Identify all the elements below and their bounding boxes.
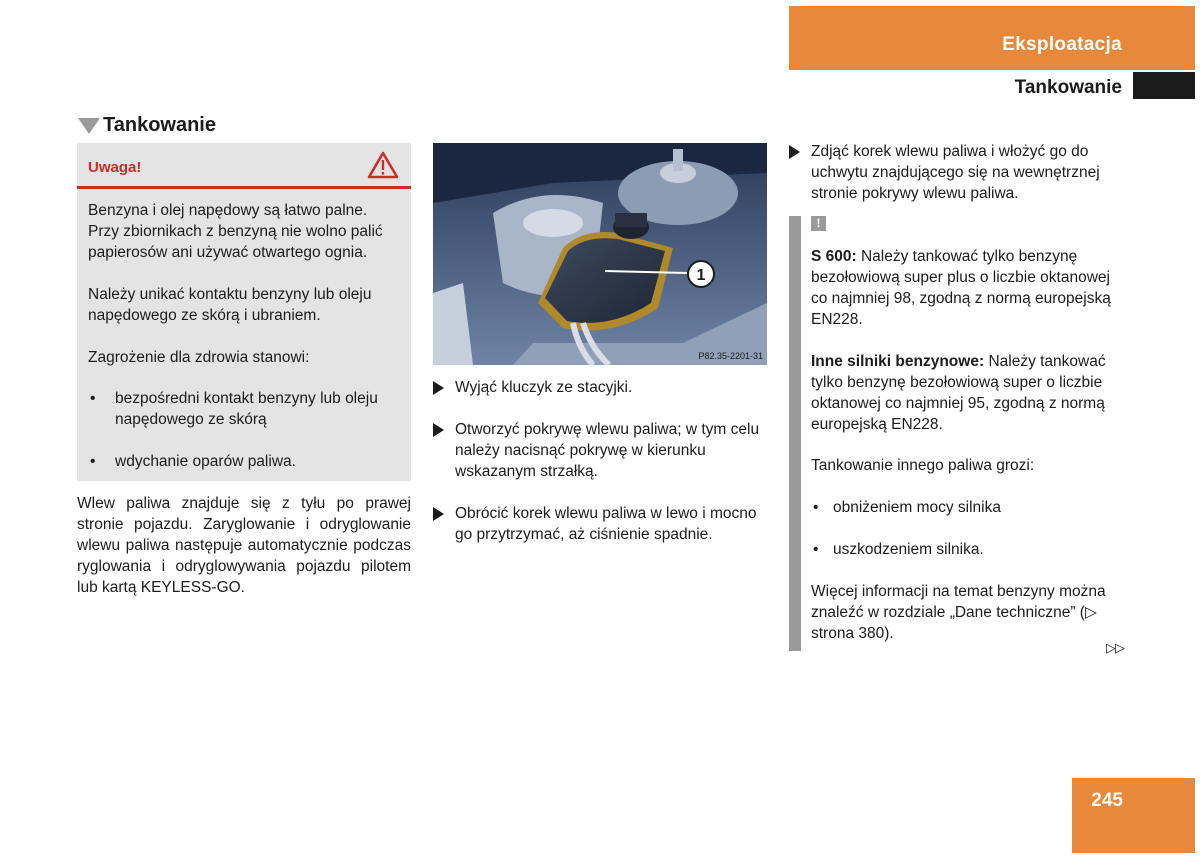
- warning-paragraph: Należy unikać kontaktu benzyny lub oleju napędowego ze skórą i ubraniem.: [88, 286, 372, 324]
- note-risk-intro: Tankowanie innego paliwa grozi:: [811, 457, 1035, 474]
- warning-header: [77, 143, 411, 189]
- step-arrow-icon: [789, 145, 800, 159]
- warning-bullet: • wdychanie oparów paliwa.: [90, 453, 296, 470]
- note-bar: [789, 216, 801, 651]
- note-bullet-text: uszkodzeniem silnika.: [833, 541, 984, 558]
- warning-bullet-text: bezpośredni kontakt benzyny lub oleju napędowego ze skórą: [115, 390, 378, 428]
- page-number: 245: [1091, 790, 1123, 811]
- note-s600-text: Należy tankować tylko benzynę bezołowiową super plus o liczbie oktanowej co najmniej 98, zgodną z normą europejską EN228.: [811, 248, 1111, 328]
- step-text: Wyjąć kluczyk ze stacyjki.: [455, 379, 633, 396]
- note-other-engines: [811, 351, 1124, 435]
- warning-bullet-text: wdychanie oparów paliwa.: [115, 453, 296, 470]
- note-s600-label: S 600:: [811, 248, 857, 265]
- step-arrow-icon: [433, 423, 444, 437]
- instruction-step: [433, 419, 773, 482]
- engine-bay-figure: [433, 143, 767, 365]
- figure-callout: 1: [696, 267, 706, 284]
- step-arrow-icon: [433, 507, 444, 521]
- step-arrow-icon: [433, 381, 444, 395]
- step-text: Obrócić korek wlewu paliwa w lewo i mocno go przytrzymać, aż ciśnienie spadnie.: [455, 505, 757, 543]
- note-bullet: • obniżeniem mocy silnika: [813, 499, 1001, 516]
- note-bullet-text: obniżeniem mocy silnika: [833, 499, 1001, 516]
- warning-title: Uwaga!: [88, 159, 142, 176]
- warning-triangle-icon: [367, 151, 399, 184]
- instruction-step: [789, 141, 1129, 204]
- warning-paragraph: Benzyna i olej napędowy są łatwo palne. Przy zbiornikach z benzyną nie wolno palić papierosów ani używać otwartego ognia.: [88, 202, 383, 261]
- figure-reference: P82.35-2201-31: [698, 351, 763, 361]
- section-title-text: Tankowanie: [103, 114, 216, 136]
- chapter-title: Eksploatacja: [1002, 34, 1122, 55]
- chapter-tab: [789, 6, 1195, 70]
- page-number-box: [1072, 778, 1195, 853]
- warning-box: [77, 143, 411, 481]
- note-s600: [811, 246, 1124, 330]
- fuel-filler-paragraph: Wlew paliwa znajduje się z tyłu po prawej stronie pojazdu. Zaryglowanie i odryglowanie wlewu paliwa następuje automatycznie podczas ryglowania i odryglowywania pojazdu pilotem lub kartą KEYLESS-GO.: [77, 495, 411, 596]
- continue-marker: ▷▷: [1106, 640, 1124, 655]
- section-marker-bar: [1133, 72, 1195, 99]
- step-text: Otworzyć pokrywę wlewu paliwa; w tym celu należy nacisnąć pokrywę w kierunku wskazanym strzałką.: [455, 421, 760, 480]
- section-triangle-icon: [78, 118, 100, 134]
- instruction-step: [433, 377, 773, 398]
- section-header: Tankowanie: [1014, 77, 1122, 98]
- instruction-step: [433, 503, 773, 545]
- note-other-label: Inne silniki benzynowe:: [811, 353, 985, 370]
- warning-paragraph: Zagrożenie dla zdrowia stanowi:: [88, 349, 310, 366]
- warning-bullet: • bezpośredni kontakt benzyny lub oleju napędowego ze skórą: [90, 390, 378, 428]
- step-text: Zdjąć korek wlewu paliwa i włożyć go do uchwytu znajdującego się na wewnętrznej stronie pokrywy wlewu paliwa.: [811, 143, 1100, 202]
- section-title: [78, 114, 216, 137]
- note-bullet: • uszkodzeniem silnika.: [813, 541, 984, 558]
- note-other-text: Należy tankować tylko benzynę bezołowiową super o liczbie oktanowej co najmniej 95, zgodną z normą europejską EN228.: [811, 353, 1106, 433]
- note-more-info: Więcej informacji na temat benzyny można znaleźć w rozdziale „Dane techniczne” (▷ strona 380).: [811, 583, 1106, 642]
- note-exclamation-icon: !: [811, 216, 826, 231]
